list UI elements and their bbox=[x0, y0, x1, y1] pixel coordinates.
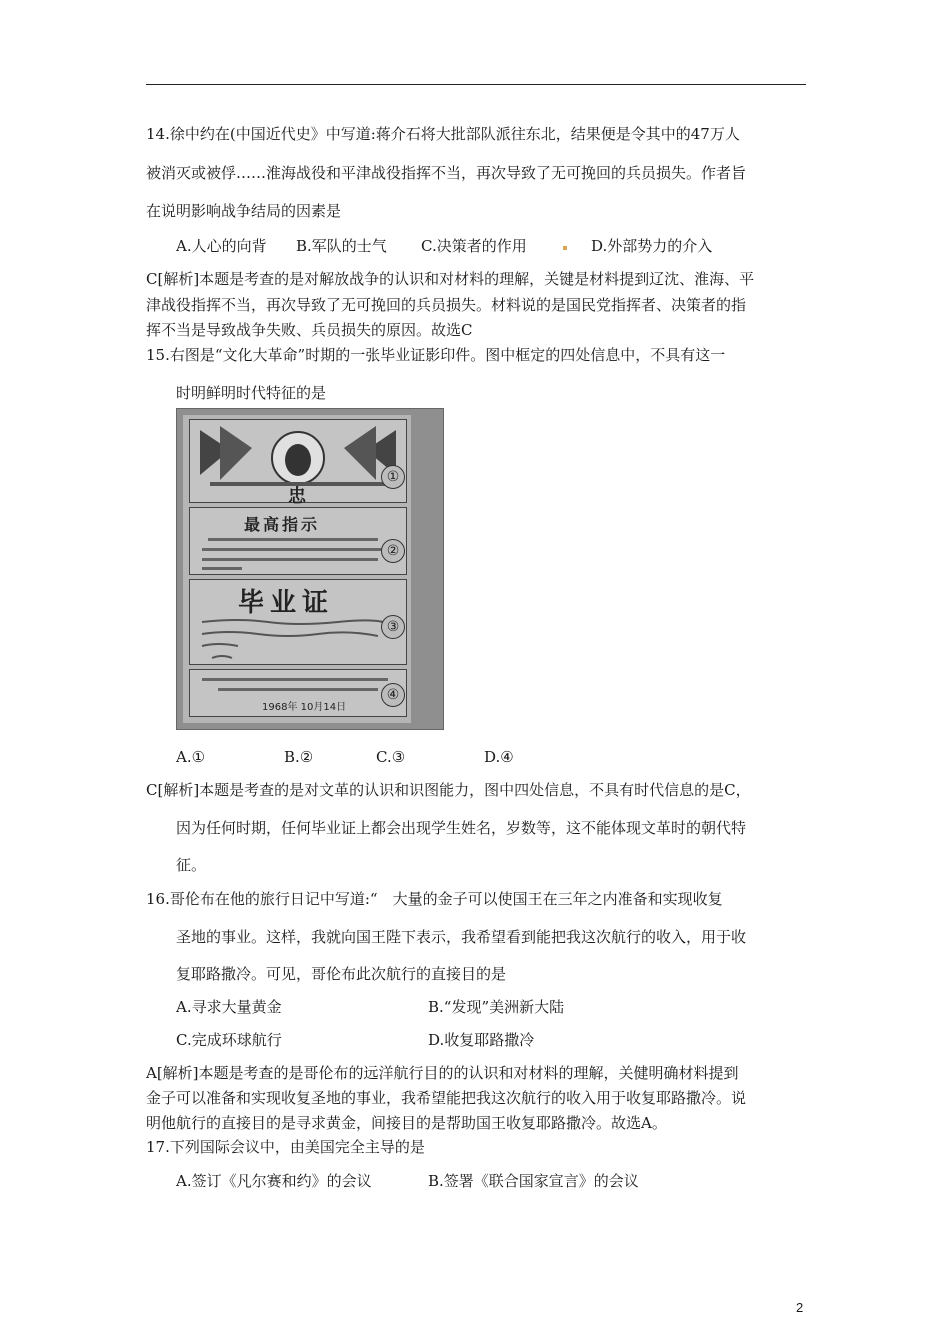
q17-option-a: A.签订《凡尔赛和约》的会议 bbox=[176, 1172, 372, 1190]
header-rule bbox=[146, 84, 806, 85]
q14-stem-line-3: 在说明影响战争结局的因素是 bbox=[146, 202, 342, 220]
q15-option-c: C.③ bbox=[376, 748, 406, 766]
q16-stem-line-3: 复耶路撒冷。可见，哥伦布此次航行的直接目的是 bbox=[176, 965, 507, 983]
student-info-handwriting bbox=[198, 616, 398, 662]
marker-2: ② bbox=[381, 539, 405, 563]
q14-options bbox=[176, 236, 712, 256]
q14-analysis-line-2: 津战役指挥不当，再次导致了无可挽回的兵员损失。材料说的是国民党指挥者、决策者的指 bbox=[146, 296, 747, 314]
marker-4: ④ bbox=[381, 683, 405, 707]
diploma-panel-1 bbox=[189, 419, 407, 507]
title-zuigao-zhishi: 最高指示 bbox=[244, 515, 321, 534]
marker-1: ① bbox=[381, 465, 405, 489]
q16-analysis-line-2: 金子可以准备和实现收复圣地的事业，我希望能把我这次航行的收入用于收复耶路撒冷。说 bbox=[146, 1089, 747, 1107]
q15-stem-line-1: 15.右图是“文化大革命”时期的一张毕业证影印件。图中框定的四处信息中，不具有这一 bbox=[146, 346, 726, 364]
q17-option-b: B.签署《联合国家宣言》的会议 bbox=[428, 1172, 639, 1190]
issuer-text-lines bbox=[198, 674, 398, 698]
q14-option-b: B.军队的士气 bbox=[296, 237, 387, 255]
q14-analysis-line-1: C[解析]本题是考查的是对解放战争的认识和对材料的理解，关键是材料提到辽沈、淮海、平 bbox=[146, 270, 755, 288]
q15-option-a: A.① bbox=[176, 748, 206, 766]
diploma-panel-3 bbox=[189, 579, 407, 665]
q17-options bbox=[176, 1171, 639, 1191]
q15-option-b: B.② bbox=[284, 748, 314, 766]
diploma-date: 1968年 10月14日 bbox=[262, 702, 347, 713]
title-biyezheng: 毕业证 bbox=[238, 588, 335, 618]
diploma-panel-2 bbox=[189, 507, 407, 575]
q14-option-c: C.决策者的作用 bbox=[421, 237, 527, 255]
q15-options bbox=[176, 747, 514, 767]
marker-3: ③ bbox=[381, 615, 405, 639]
q16-options-row-1 bbox=[176, 997, 564, 1017]
q16-options-row-2 bbox=[176, 1030, 534, 1050]
char-zhong: 忠 bbox=[288, 486, 306, 507]
q16-option-d: D.收复耶路撒冷 bbox=[428, 1031, 535, 1049]
q16-option-c: C.完成环球航行 bbox=[176, 1031, 282, 1049]
instruction-text-lines bbox=[198, 534, 398, 574]
page-number: 2 bbox=[796, 1300, 804, 1315]
q15-analysis-line-3: 征。 bbox=[176, 856, 207, 874]
q17-stem-line-1: 17.下列国际会议中，由美国完全主导的是 bbox=[146, 1138, 425, 1156]
q16-stem-line-2: 圣地的事业。这样，我就向国王陛下表示，我希望看到能把我这次航行的收入，用于收 bbox=[176, 928, 747, 946]
q14-option-d: D.外部势力的介入 bbox=[591, 237, 713, 255]
q14-stem-line-1: 14.徐中约在(中国近代史》中写道:蒋介石将大批部队派往东北，结果便是令其中的47万人 bbox=[146, 125, 740, 143]
q15-option-d: D.④ bbox=[484, 748, 514, 766]
diploma-photocopy-figure bbox=[176, 408, 444, 730]
q15-analysis-line-1: C[解析]本题是考查的是对文革的认识和识图能力，图中四处信息，不具有时代信息的是C， bbox=[146, 781, 751, 799]
stray-mark bbox=[563, 246, 567, 250]
q16-analysis-line-1: A[解析]本题是考查的是哥伦布的远洋航行目的的认识和对材料的理解，关健明确材料提到 bbox=[146, 1064, 739, 1082]
q15-stem-line-2: 时明鲜明时代特征的是 bbox=[176, 384, 327, 402]
q16-analysis-line-3: 明他航行的直接目的是寻求黄金，间接目的是帮助国王收复耶路撒冷。故选A。 bbox=[146, 1114, 667, 1132]
q14-stem-line-2: 被消灭或被俘……淮海战役和平津战役指挥不当，再次导致了无可挽回的兵员损失。作者旨 bbox=[146, 164, 747, 182]
q16-option-b: B.“发现”美洲新大陆 bbox=[428, 998, 565, 1016]
q16-stem-line-1: 16.哥伦布在他的旅行日记中写道:“ 大量的金子可以使国王在三年之内准备和实现收复 bbox=[146, 890, 723, 908]
q14-option-a: A.人心的向背 bbox=[176, 237, 267, 255]
q15-analysis-line-2: 因为任何时期，任何毕业证上都会出现学生姓名，岁数等，这不能体现文革时的朝代特 bbox=[176, 819, 747, 837]
q16-option-a: A.寻求大量黄金 bbox=[176, 998, 282, 1016]
q14-analysis-line-3: 挥不当是导致战争失败、兵员损失的原因。故选C bbox=[146, 321, 473, 339]
diploma-panel-4 bbox=[189, 669, 407, 717]
diploma-frame bbox=[183, 415, 411, 723]
